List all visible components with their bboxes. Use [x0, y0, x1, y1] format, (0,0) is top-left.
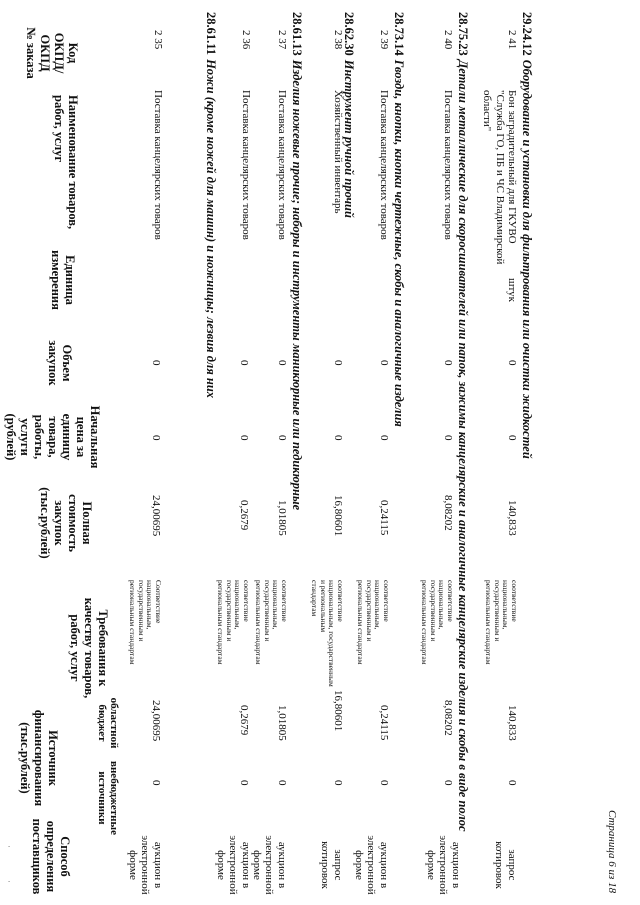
row-name: Хозяйственный инвентарь	[332, 90, 344, 214]
row-requirements: соответствие национальным, государственным и региональным стандартам	[484, 580, 519, 665]
scan-mark: ·	[4, 880, 14, 883]
section-heading: 28.61.11Ножи (кроме ножей для машин) и ножницы; лезвия для них	[204, 12, 218, 399]
header-unit: Единица измерения	[49, 250, 77, 310]
row-name: Поставка канцелярских товаров	[442, 90, 454, 240]
row-funding-regional: 8,08202	[442, 700, 454, 736]
row-requirements: соответствие национальным, государственным и региональным стандартам	[254, 580, 289, 665]
row-code: 2 41	[506, 30, 518, 50]
row-requirements: соответствие национальным, государственным и региональным стандартам	[420, 580, 455, 665]
header-code: Код ОКПД/ ОКПД № заказа	[24, 27, 80, 79]
row-volume: 0	[332, 360, 344, 366]
row-volume: 0	[442, 360, 454, 366]
row-funding-regional: 16,80601	[332, 690, 344, 732]
row-code: 2 37	[276, 30, 288, 50]
header-funding: Источник финансирования (тыс.рублей)	[18, 709, 60, 807]
row-requirements: соответствие национальным, государственным и региональным стандартам	[216, 580, 251, 665]
row-funding-extra: 0	[276, 780, 288, 786]
header-requirements: Требования к качеству товаров, работ, услуг	[68, 597, 110, 699]
row-price: 0	[442, 435, 454, 441]
row-price: 0	[506, 435, 518, 441]
row-funding-extra: 0	[378, 780, 390, 786]
row-cost: 24,00695	[150, 495, 162, 537]
row-funding-extra: 0	[150, 780, 162, 786]
row-funding-extra: 0	[238, 780, 250, 786]
row-method: запрос котировок	[319, 841, 344, 889]
row-name: Поставка канцелярских товаров	[378, 90, 390, 240]
row-cost: 8,08202	[442, 495, 454, 531]
row-funding-regional: 1,01805	[276, 705, 288, 741]
row-cost: 0,2679	[238, 500, 250, 531]
header-funding-regional: областной бюджет	[95, 697, 120, 749]
row-code: 2 35	[152, 30, 164, 50]
section-heading: 28.75.23Детали металлические для скоросшивателей или папок, зажимы канцелярские и аналогичные канцелярские изделия и скобы в виде полос	[456, 12, 470, 832]
row-funding-regional: 140,833	[506, 705, 518, 741]
row-method: аукцион в электронной форме	[250, 835, 288, 895]
row-name: Поставка канцелярских товаров	[240, 90, 252, 240]
header-volume: Объем закупок	[46, 340, 74, 386]
row-price: 0	[332, 435, 344, 441]
row-name: Бон заградительный для ГКУВО "Служба ГО, ПБ и ЧС Владимирской области"	[481, 90, 518, 265]
row-method: аукцион в электронной форме	[214, 835, 252, 895]
row-volume: 0	[276, 360, 288, 366]
scan-mark: ·	[4, 845, 14, 848]
header-start-price: Начальная цена за единицу товара, работы, услуги (рублей)	[4, 405, 102, 469]
row-method: запрос котировок	[493, 841, 518, 889]
row-code: 2 39	[378, 30, 390, 50]
row-volume: 0	[506, 360, 518, 366]
row-price: 0	[378, 435, 390, 441]
row-funding-regional: 0,24115	[378, 705, 390, 741]
row-requirements: соответствие национальным, государственным и региональным стандартам	[356, 580, 391, 665]
row-funding-extra: 0	[442, 780, 454, 786]
row-name: Поставка канцелярских товаров	[276, 90, 288, 240]
row-funding-extra: 0	[506, 780, 518, 786]
header-funding-extra: внебюджетные источники	[95, 761, 120, 835]
row-funding-extra: 0	[332, 780, 344, 786]
row-price: 0	[150, 435, 162, 441]
row-code: 2 36	[240, 30, 252, 50]
row-method: аукцион в электронной форме	[126, 835, 164, 895]
row-method: аукцион в электронной форме	[424, 835, 462, 895]
row-name: Поставка канцелярских товаров	[152, 90, 164, 240]
row-volume: 0	[150, 360, 162, 366]
row-funding-regional: 24,00695	[150, 700, 162, 742]
row-requirements: Соответствие национальным, государственным и региональным стандартам	[128, 580, 163, 665]
section-heading: 28.62.30Инструмент ручной прочий	[342, 12, 356, 218]
row-volume: 0	[238, 360, 250, 366]
row-volume: 0	[378, 360, 390, 366]
section-heading: 28.61.13Изделия ножевые прочие; наборы и инструменты маникюрные или педикюрные	[290, 12, 304, 511]
row-requirements: соответствие национальным, государственным и региональным стандартам	[310, 580, 345, 687]
header-name: Наименование товаров, работ, услуг	[52, 95, 80, 230]
section-heading: 28.73.14Гвозди, кнопки, кнопки чертежные, скобы и аналогичные изделия	[392, 12, 406, 427]
row-method: аукцион в электронной форме	[352, 835, 390, 895]
row-price: 0	[276, 435, 288, 441]
row-cost: 16,80601	[332, 495, 344, 537]
page-number: Страница 6 из 18	[606, 810, 618, 894]
row-funding-regional: 0,2679	[238, 705, 250, 736]
row-unit: штук	[506, 278, 518, 302]
header-full-cost: Полная стоимость закупок (тыс.рублей)	[38, 487, 94, 559]
header-method: Способ определения поставщиков	[30, 818, 72, 895]
row-cost: 1,01805	[276, 500, 288, 536]
section-heading: 29.24.12Оборудование и установки для фильтрования или очистки жидкостей	[520, 12, 534, 459]
row-code: 2 38	[332, 30, 344, 50]
row-price: 0	[238, 435, 250, 441]
row-cost: 0,24115	[378, 500, 390, 536]
row-cost: 140,833	[506, 500, 518, 536]
row-code: 2 40	[442, 30, 454, 50]
